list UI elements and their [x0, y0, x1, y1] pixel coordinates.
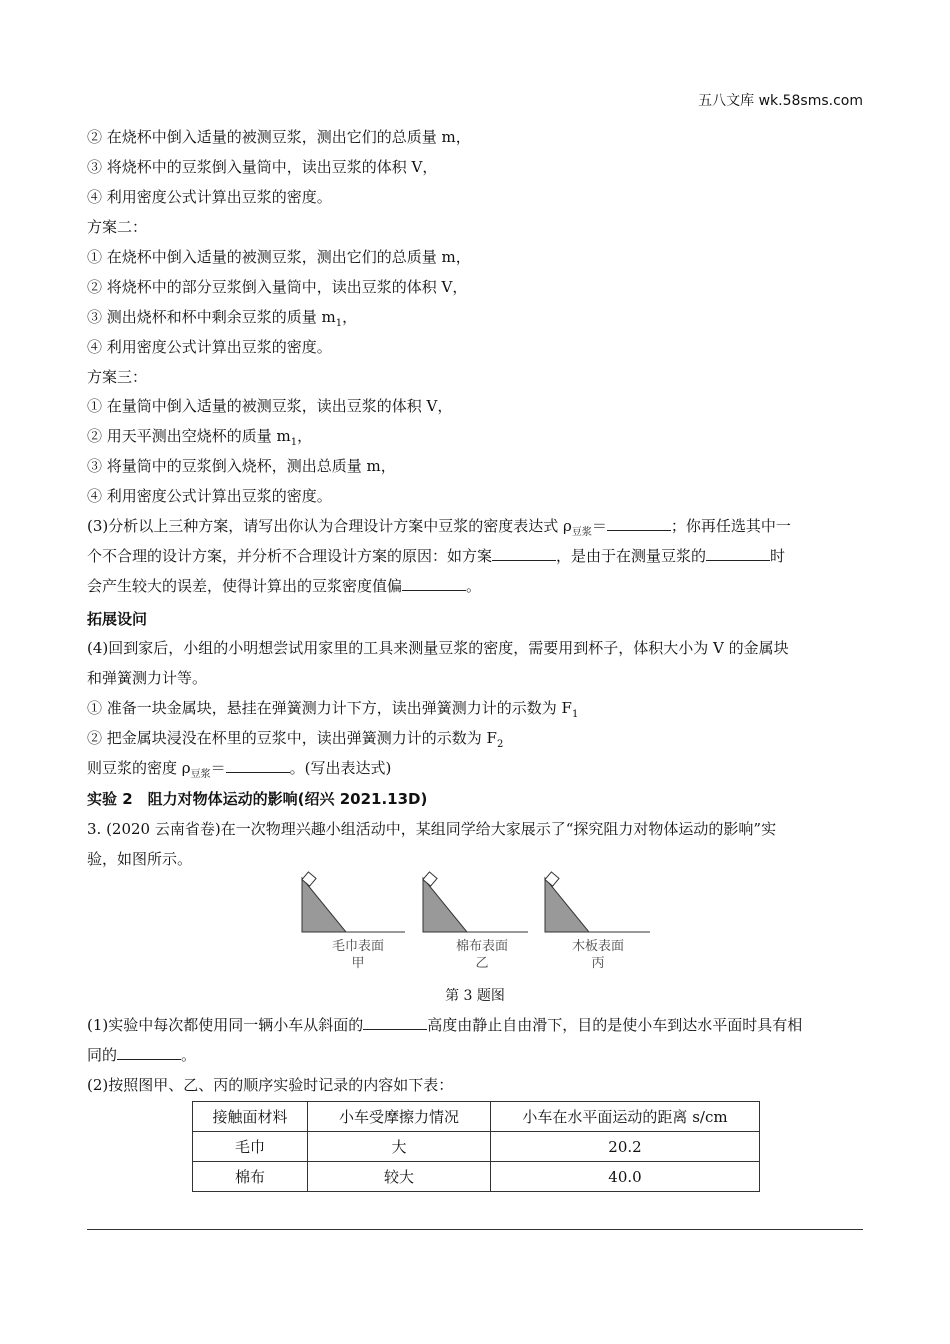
header-cell: 小车受摩擦力情况 — [308, 1102, 491, 1132]
page-header: 五八文库 wk.58sms.com — [698, 93, 863, 109]
m1-text: ② 用天平测出空烧杯的质量 m — [87, 427, 291, 445]
q3b-post: 时 — [770, 547, 786, 565]
rho-post: 。(写出表达式) — [289, 759, 392, 777]
question-1-line2 — [87, 1044, 196, 1066]
table-cell: 大 — [308, 1132, 491, 1162]
figure-label: 丙 — [591, 956, 605, 971]
text-line: ③ 将量筒中的豆浆倒入烧杯，测出总质量 m， — [87, 457, 396, 475]
incline-figure — [290, 870, 670, 940]
footer-rule — [87, 1229, 863, 1230]
f2-text: ② 把金属块浸没在杯里的豆浆中，读出弹簧测力计的示数为 F — [87, 729, 497, 747]
text-line: ④ 利用密度公式计算出豆浆的密度。 — [87, 487, 332, 505]
q1-text: (1)实验中每次都使用同一辆小车从斜面的 — [87, 1016, 364, 1034]
table-cell: 棉布 — [193, 1162, 308, 1192]
question-2: (2)按照图甲、乙、丙的顺序实验时记录的内容如下表： — [87, 1076, 454, 1094]
text-line: ② 将烧杯中的部分豆浆倒入量筒中，读出豆浆的体积 V， — [87, 278, 468, 296]
m1-text: ③ 测出烧杯和杯中剩余豆浆的质量 m — [87, 308, 336, 326]
q3-post: ；你再任选其中一 — [670, 517, 791, 535]
question-1 — [87, 1014, 802, 1036]
question-3-line3 — [87, 575, 481, 597]
table-row — [193, 1162, 760, 1192]
text-line — [87, 306, 357, 335]
answer-blank[interactable] — [226, 758, 290, 773]
text-line: (4)回到家后，小组的小明想尝试用家里的工具来测量豆浆的密度，需要用到杯子，体积大小为 V 的金属块 — [87, 639, 789, 657]
incline-bing — [545, 872, 650, 932]
text-line: ① 在量筒中倒入适量的被测豆浆，读出豆浆的体积 V， — [87, 397, 453, 415]
m1-sub: 1 — [290, 437, 298, 448]
figure-label: 甲 — [351, 956, 365, 971]
surface-label: 棉布表面 — [455, 939, 508, 954]
q1b-text: 同的 — [87, 1046, 118, 1064]
text-line: 方案二： — [87, 218, 148, 236]
q3b-text: 个不合理的设计方案，并分析不合理设计方案的原因：如方案 — [87, 547, 493, 565]
figure-label: 乙 — [475, 956, 489, 971]
answer-blank[interactable] — [117, 1045, 181, 1060]
q3c-text: 会产生较大的误差，使得计算出的豆浆密度值偏 — [87, 577, 403, 595]
section-heading: 拓展设问 — [87, 610, 148, 628]
text-line: ③ 将烧杯中的豆浆倒入量筒中，读出豆浆的体积 V， — [87, 158, 438, 176]
m1-sub: 1 — [335, 318, 343, 329]
period: 。 — [466, 577, 482, 595]
experiment-heading: 实验 2 阻力对物体运动的影响(绍兴 2021.13D) — [87, 790, 428, 808]
question-3-line2 — [87, 545, 785, 567]
caption-bing — [548, 938, 648, 972]
answer-blank[interactable] — [607, 516, 671, 531]
text-line: 方案三： — [87, 368, 148, 386]
table-cell: 毛巾 — [193, 1132, 308, 1162]
f1-text: ① 准备一块金属块，悬挂在弹簧测力计下方，读出弹簧测力计的示数为 F — [87, 699, 572, 717]
header-cell: 接触面材料 — [193, 1102, 308, 1132]
question-3 — [87, 515, 791, 544]
rho-eq: ＝ — [210, 759, 226, 777]
text-line — [87, 697, 578, 726]
text-line: ① 在烧杯中倒入适量的被测豆浆，测出它们的总质量 m， — [87, 248, 471, 266]
table-cell: 较大 — [308, 1162, 491, 1192]
q3b-mid: ，是由于在测量豆浆的 — [556, 547, 707, 565]
surface-label: 毛巾表面 — [331, 939, 384, 954]
answer-blank[interactable] — [363, 1015, 427, 1030]
data-table — [192, 1101, 760, 1192]
incline-yi — [423, 872, 528, 932]
header-cell: 小车在水平面运动的距离 s/cm — [491, 1102, 760, 1132]
table-header-row — [193, 1102, 760, 1132]
q3-text: (3)分析以上三种方案，请写出你认为合理设计方案中豆浆的密度表达式 ρ — [87, 517, 572, 535]
m1-post: ， — [297, 427, 313, 445]
rho-sub: 豆浆 — [190, 769, 211, 780]
incline-jia — [302, 872, 405, 932]
period: 。 — [181, 1046, 197, 1064]
rho-line — [87, 757, 391, 786]
surface-label: 木板表面 — [571, 939, 624, 954]
text-line — [87, 727, 503, 756]
q3-eq: ＝ — [591, 517, 607, 535]
rho-text: 则豆浆的密度 ρ — [87, 759, 191, 777]
q3-sub: 豆浆 — [571, 527, 592, 538]
question-3-title: 3. (2020 云南省卷)在一次物理兴趣小组活动中，某组同学给大家展示了“探究阻力对物体运动的影响”实 — [87, 820, 777, 838]
text-line: 和弹簧测力计等。 — [87, 669, 208, 687]
caption-yi — [432, 938, 532, 972]
text-line: ④ 利用密度公式计算出豆浆的密度。 — [87, 338, 332, 356]
figure-caption: 第 3 题图 — [445, 988, 505, 1004]
text-line: 验，如图所示。 — [87, 850, 193, 868]
answer-blank[interactable] — [706, 546, 770, 561]
caption-jia — [308, 938, 408, 972]
answer-blank[interactable] — [402, 576, 466, 591]
f1-sub: 1 — [571, 709, 579, 720]
table-row — [193, 1132, 760, 1162]
table-cell: 20.2 — [491, 1132, 760, 1162]
q1-post: 高度由静止自由滑下，目的是使小车到达水平面时具有相 — [427, 1016, 803, 1034]
text-line: ④ 利用密度公式计算出豆浆的密度。 — [87, 188, 332, 206]
text-line: ② 在烧杯中倒入适量的被测豆浆，测出它们的总质量 m， — [87, 128, 471, 146]
m1-post: ， — [342, 308, 358, 326]
answer-blank[interactable] — [492, 546, 556, 561]
text-line — [87, 425, 312, 454]
f2-sub: 2 — [496, 739, 504, 750]
table-cell: 40.0 — [491, 1162, 760, 1192]
